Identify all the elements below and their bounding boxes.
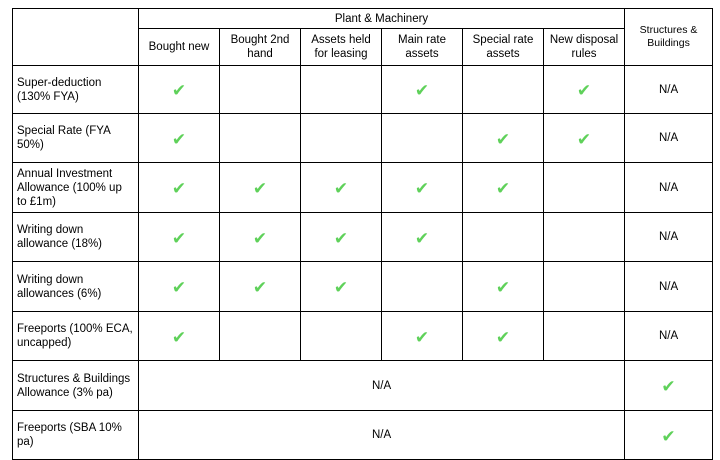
cell (139, 66, 220, 114)
cell (220, 262, 301, 312)
cell (139, 262, 220, 312)
checkmark-icon: ✔ (252, 179, 268, 199)
checkmark-icon: ✔ (333, 179, 349, 199)
cell (463, 262, 544, 312)
cell (220, 163, 301, 213)
checkmark-icon: ✔ (495, 278, 511, 298)
plant-na-cell: N/A (139, 411, 625, 460)
cell (139, 114, 220, 163)
cell (220, 114, 301, 163)
cell (139, 312, 220, 361)
checkmark-icon: ✔ (171, 278, 187, 298)
checkmark-icon: ✔ (576, 81, 592, 101)
row-label-freeports-eca: Freeports (100% ECA, uncapped) (13, 312, 139, 361)
column-header-assets-held-for-leasing: Assets held for leasing (301, 29, 382, 66)
checkmark-icon: ✔ (333, 278, 349, 298)
checkmark-icon: ✔ (171, 129, 187, 150)
cell (301, 66, 382, 114)
table-row (13, 213, 713, 262)
checkmark-icon: ✔ (576, 129, 592, 150)
cell (301, 163, 382, 213)
cell (382, 66, 463, 114)
cell (301, 213, 382, 262)
structures-na-cell: N/A (625, 213, 713, 262)
header-row-group (13, 9, 713, 29)
cell (463, 312, 544, 361)
corner-cell (13, 9, 139, 66)
column-header-bought-new: Bought new (139, 29, 220, 66)
cell (382, 213, 463, 262)
checkmark-icon: ✔ (495, 129, 511, 150)
cell (544, 114, 625, 163)
row-label-super-deduction: Super-deduction (130% FYA) (13, 66, 139, 114)
checkmark-icon: ✔ (414, 228, 430, 249)
cell (382, 312, 463, 361)
cell (301, 312, 382, 361)
table-row (13, 312, 713, 361)
plant-machinery-header: Plant & Machinery (139, 9, 625, 29)
row-label-annual-investment-allowance: Annual Investment Allowance (100% up to £1m) (13, 163, 139, 213)
cell (382, 114, 463, 163)
cell (544, 66, 625, 114)
checkmark-icon: ✔ (171, 179, 187, 199)
column-header-new-disposal-rules: New disposal rules (544, 29, 625, 66)
cell (463, 66, 544, 114)
row-label-writing-down-6: Writing down allowances (6%) (13, 262, 139, 312)
cell (544, 213, 625, 262)
cell (301, 114, 382, 163)
checkmark-icon: ✔ (495, 327, 511, 348)
cell (139, 213, 220, 262)
checkmark-icon: ✔ (414, 179, 430, 199)
checkmark-icon: ✔ (333, 228, 349, 249)
structures-na-cell: N/A (625, 114, 713, 163)
structures-na-cell: N/A (625, 163, 713, 213)
row-label-special-rate: Special Rate (FYA 50%) (13, 114, 139, 163)
table-row (13, 262, 713, 312)
checkmark-icon: ✔ (661, 377, 676, 397)
checkmark-icon: ✔ (252, 228, 268, 249)
plant-na-cell: N/A (139, 361, 625, 411)
checkmark-icon: ✔ (252, 278, 268, 298)
table-row (13, 411, 713, 460)
checkmark-icon: ✔ (171, 228, 187, 249)
table-row (13, 114, 713, 163)
row-label-writing-down-18: Writing down allowance (18%) (13, 213, 139, 262)
structures-buildings-header: Structures & Buildings (625, 9, 713, 66)
cell (544, 312, 625, 361)
cell (382, 262, 463, 312)
checkmark-icon: ✔ (495, 179, 511, 199)
cell (139, 163, 220, 213)
cell (463, 163, 544, 213)
table-row (13, 163, 713, 213)
row-label-structures-buildings-allowance: Structures & Buildings Allowance (3% pa) (13, 361, 139, 411)
table-row (13, 66, 713, 114)
checkmark-icon: ✔ (414, 81, 430, 101)
cell (544, 163, 625, 213)
checkmark-icon: ✔ (661, 426, 676, 447)
structures-na-cell: N/A (625, 66, 713, 114)
table-row (13, 361, 713, 411)
column-header-main-rate-assets: Main rate assets (382, 29, 463, 66)
column-header-bought-second-hand: Bought 2nd hand (220, 29, 301, 66)
structures-na-cell: N/A (625, 312, 713, 361)
cell (544, 262, 625, 312)
checkmark-icon: ✔ (171, 327, 187, 348)
cell (382, 163, 463, 213)
checkmark-icon: ✔ (171, 81, 187, 101)
allowances-table (12, 8, 713, 460)
cell (301, 262, 382, 312)
structures-check-cell (625, 361, 713, 411)
structures-check-cell (625, 411, 713, 460)
cell (220, 66, 301, 114)
structures-na-cell: N/A (625, 262, 713, 312)
cell (220, 213, 301, 262)
cell (220, 312, 301, 361)
cell (463, 114, 544, 163)
column-header-special-rate-assets: Special rate assets (463, 29, 544, 66)
cell (463, 213, 544, 262)
row-label-freeports-sba: Freeports (SBA 10% pa) (13, 411, 139, 460)
checkmark-icon: ✔ (414, 327, 430, 348)
